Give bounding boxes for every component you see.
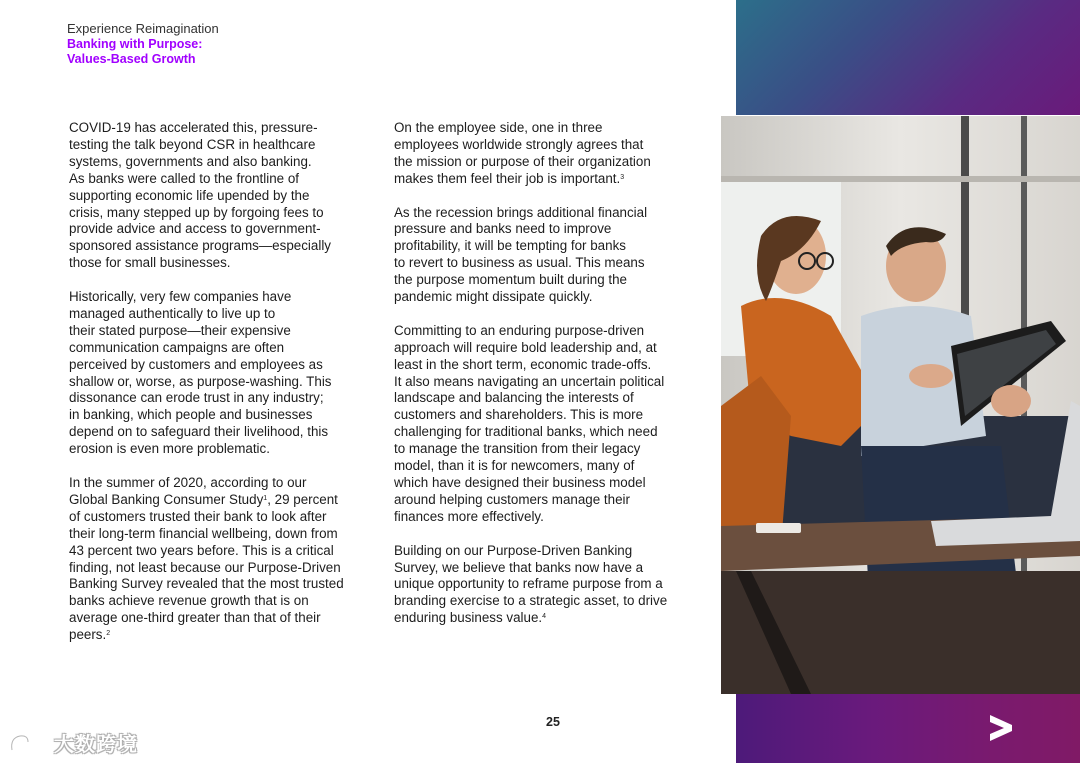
page-title-line-2: Values-Based Growth: [67, 52, 196, 66]
paragraph: COVID-19 has accelerated this, pressure- testing the talk beyond CSR in healthcare systems, governments and also banking. As banks were called to the frontline of supporting economic life upended by the crisis, many stepped up by forgoing fees to provide advice and access to government- sponsored assistance programs—especially those for small businesses.: [69, 120, 331, 271]
section-kicker: Experience Reimagination: [67, 21, 219, 36]
text-column-left: [69, 120, 369, 661]
watermark-text: 大数跨境: [54, 734, 138, 756]
paragraph-text: Building on our Purpose-Driven Banking Survey, we believe that banks now have a unique opportunity to reframe purpose from a branding exercise to a strategic asset, to drive enduring business value.: [394, 542, 668, 626]
chevron-right-icon[interactable]: [988, 713, 1014, 743]
watermark-logo-icon: [8, 730, 48, 756]
header: [67, 21, 219, 67]
watermark: [8, 728, 138, 757]
paragraph: Committing to an enduring purpose-driven approach will require bold leadership and, at least in the short term, economic trade-offs. It also means navigating an uncertain political landscape and balancing the interests of customers and shareholders. This is more challenging for traditional banks, which need to manage the transition from their legacy model, than it is for newcomers, many of which have designed their business model around helping customers manage their finances more effectively.: [394, 322, 665, 524]
paragraph-text: In the summer of 2020, according to our Global Banking Consumer Study: [69, 475, 307, 507]
paragraph: As the recession brings additional financial pressure and banks need to improve profitability, it will be tempting for banks to revert to business as usual. This means the purpose momentum built during the pandemic might dissipate quickly.: [394, 204, 648, 305]
paragraph-text: On the employee side, one in three employees worldwide strongly agrees that the mission or purpose of their organization makes them feel their job is important.: [394, 120, 651, 186]
footnote-ref[interactable]: 4: [542, 613, 547, 621]
text-column-right: [394, 120, 694, 644]
paragraph: [394, 543, 694, 628]
paragraph-text: , 29 percent of customers trusted their bank to look after their long-term financial wellbeing, down from 43 percent two years before. This is a critical finding, not least because our Purpose-Driven Banking Survey revealed that the most trusted banks achieve revenue growth that is on average one-third greater than that of their peers.: [69, 491, 344, 643]
paragraph: [69, 475, 369, 644]
footnote-ref[interactable]: 2: [106, 630, 111, 638]
paragraph: Historically, very few companies have managed authentically to live up to their stated purpose—their expensive communication campaigns are often perceived by customers and employees as shallow or, worse, as purpose-washing. This dissonance can erode trust in any industry; in banking, which people and businesses depend on to safeguard their livelihood, this erosion is even more problematic.: [69, 289, 332, 457]
footnote-ref[interactable]: 1: [263, 494, 268, 502]
photo-business-meeting: [721, 116, 1080, 694]
photo-illustration: [721, 116, 1080, 694]
decorative-gradient-bottom: [736, 694, 1080, 763]
decorative-gradient-top: [736, 0, 1080, 115]
page-number: 25: [546, 715, 560, 729]
footnote-ref[interactable]: 3: [620, 173, 625, 181]
paragraph: [394, 120, 694, 188]
page-title-line-1: Banking with Purpose:: [67, 37, 203, 51]
